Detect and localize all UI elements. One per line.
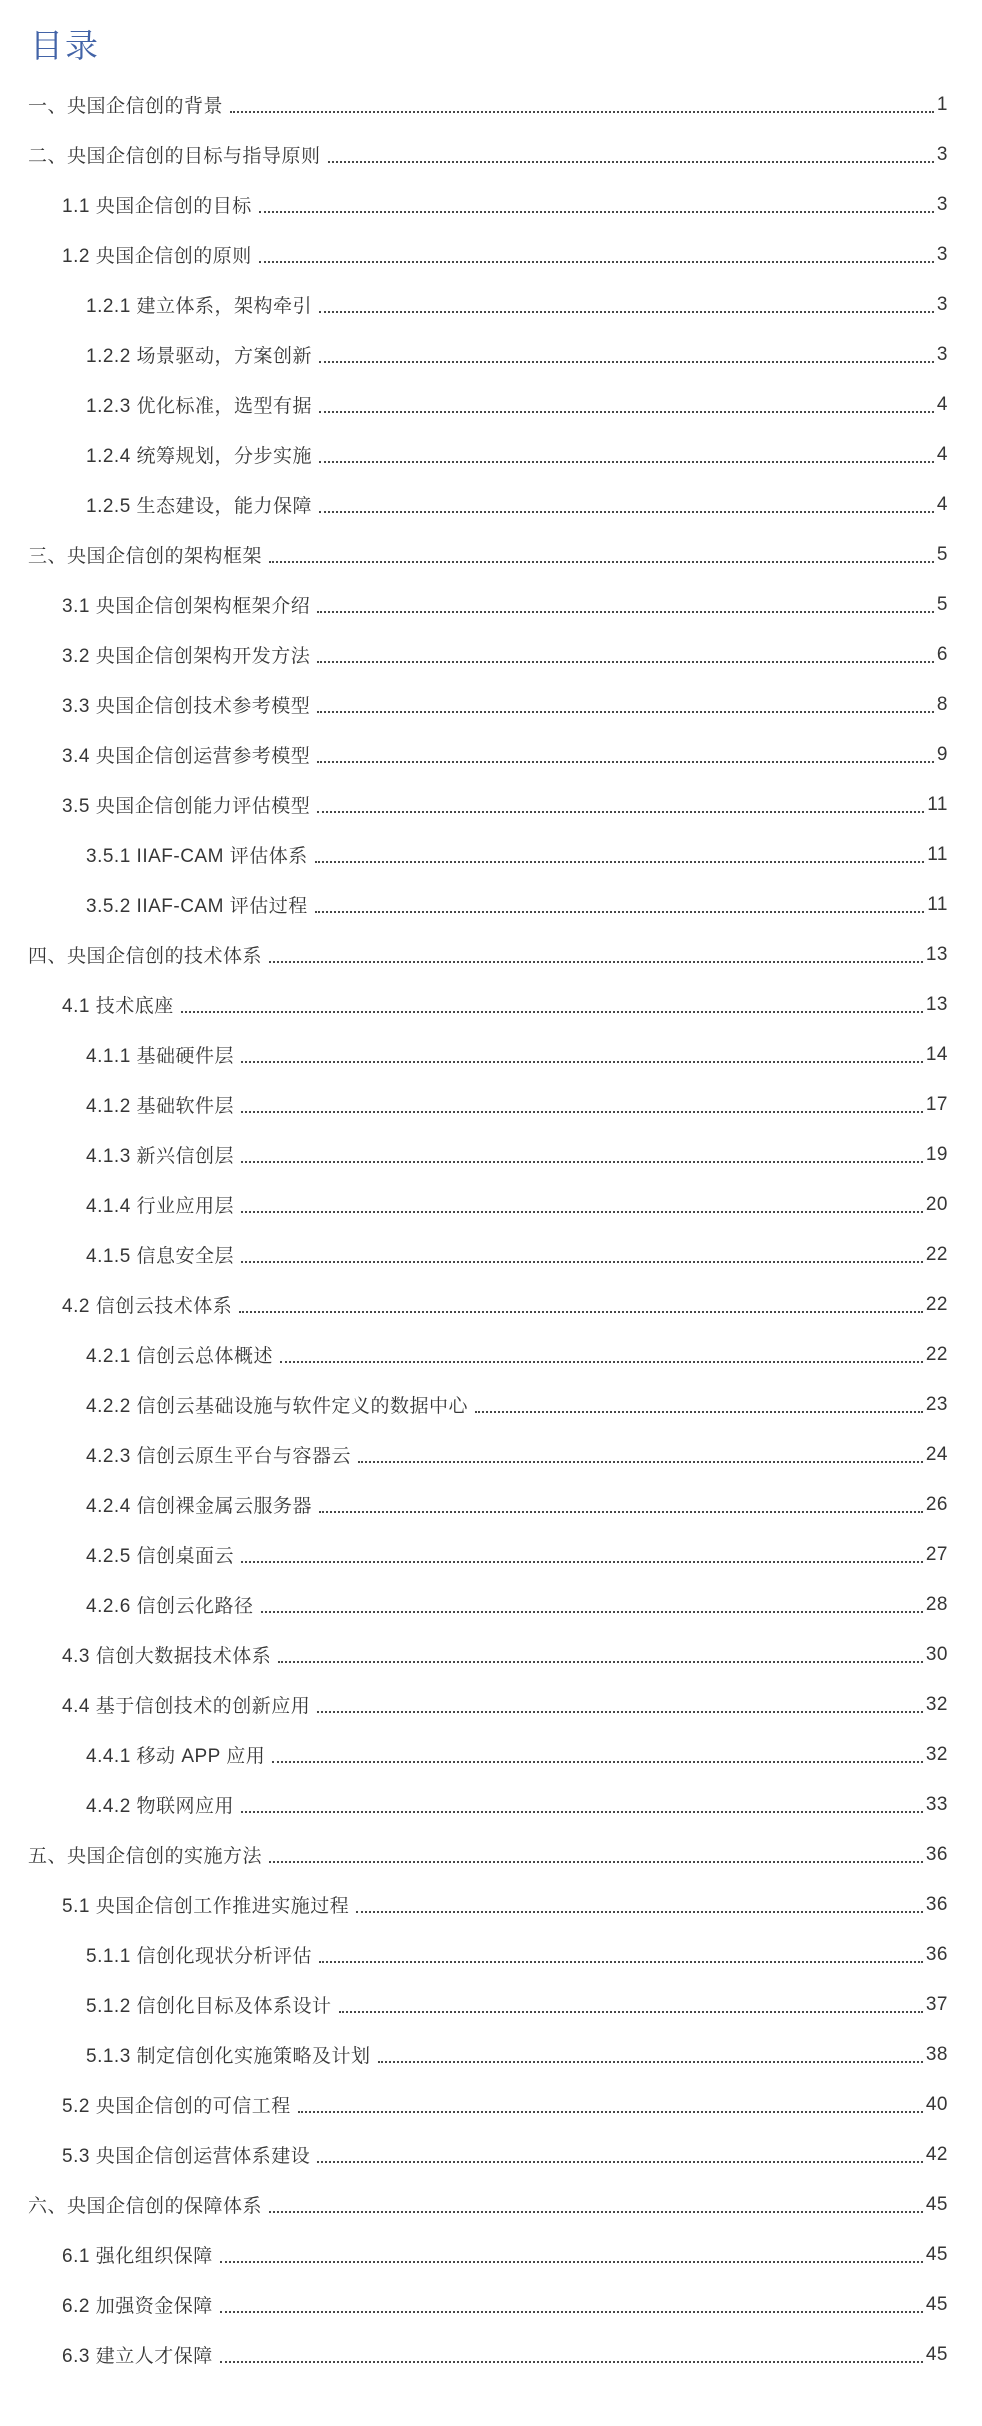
dot-leader	[317, 661, 934, 663]
toc-entry[interactable]	[0, 1580, 948, 1630]
toc-entry[interactable]	[0, 1030, 948, 1080]
toc-entry-label: 3.3 央国企信创技术参考模型	[62, 696, 311, 718]
toc-entry-page: 32	[925, 1743, 948, 1765]
toc-entry-label: 5.1.1 信创化现状分析评估	[86, 1946, 313, 1968]
toc-entry-label: 1.1 央国企信创的目标	[62, 196, 252, 218]
toc-entry[interactable]	[0, 1630, 948, 1680]
toc-entry-page: 11	[927, 843, 948, 865]
toc-entry-page: 17	[925, 1093, 948, 1115]
toc-entry-label: 1.2.5 生态建设，能力保障	[86, 496, 313, 518]
toc-entry[interactable]	[0, 1430, 948, 1480]
toc-entry[interactable]	[0, 2330, 948, 2380]
toc-entry[interactable]	[0, 1130, 948, 1180]
toc-entry[interactable]	[0, 730, 948, 780]
toc-entry[interactable]	[0, 1880, 948, 1930]
toc-entry[interactable]	[0, 180, 948, 230]
toc-entry-page: 22	[925, 1293, 948, 1315]
toc-entry-page: 45	[925, 2243, 948, 2265]
toc-entry[interactable]	[0, 1480, 948, 1530]
toc-entry-label: 6.3 建立人才保障	[62, 2346, 213, 2368]
toc-entry-label: 4.1.4 行业应用层	[86, 1196, 235, 1218]
dot-leader	[220, 2311, 923, 2313]
dot-leader	[181, 1011, 923, 1013]
toc-entry-label: 4.2.1 信创云总体概述	[86, 1346, 274, 1368]
toc-entry-label: 4.2 信创云技术体系	[62, 1296, 233, 1318]
toc-entry[interactable]	[0, 1780, 948, 1830]
toc-entry-label: 3.4 央国企信创运营参考模型	[62, 746, 311, 768]
toc-entry-label: 4.3 信创大数据技术体系	[62, 1646, 272, 1668]
toc-entry[interactable]	[0, 930, 948, 980]
dot-leader	[259, 211, 934, 213]
toc-entry-label: 4.2.3 信创云原生平台与容器云	[86, 1446, 352, 1468]
dot-leader	[319, 361, 934, 363]
toc-entry-label: 1.2.1 建立体系，架构牵引	[86, 296, 313, 318]
toc-entry-label: 5.1.3 制定信创化实施策略及计划	[86, 2046, 371, 2068]
toc-entry[interactable]	[0, 1330, 948, 1380]
dot-leader	[269, 2211, 923, 2213]
dot-leader	[319, 461, 934, 463]
dot-leader	[241, 1261, 923, 1263]
toc-entry[interactable]	[0, 530, 948, 580]
toc-entry-label: 1.2.4 统筹规划，分步实施	[86, 446, 313, 468]
toc-entry[interactable]	[0, 1730, 948, 1780]
toc-entry-label: 4.1.2 基础软件层	[86, 1096, 235, 1118]
toc-entry[interactable]	[0, 830, 948, 880]
toc-entry[interactable]	[0, 880, 948, 930]
toc-entry-page: 45	[925, 2343, 948, 2365]
dot-leader	[319, 1961, 923, 1963]
toc-entry-label: 5.3 央国企信创运营体系建设	[62, 2146, 311, 2168]
toc-entry-page: 37	[925, 1993, 948, 2015]
toc-entry[interactable]	[0, 130, 948, 180]
toc-entry-label: 5.2 央国企信创的可信工程	[62, 2096, 291, 2118]
dot-leader	[378, 2061, 923, 2063]
toc-entry-page: 11	[927, 793, 948, 815]
toc-entry-page: 36	[925, 1843, 948, 1865]
toc-entry[interactable]	[0, 580, 948, 630]
toc-entry-label: 4.2.4 信创裸金属云服务器	[86, 1496, 313, 1518]
dot-leader	[315, 861, 925, 863]
toc-entry[interactable]	[0, 2230, 948, 2280]
dot-leader	[319, 1511, 923, 1513]
dot-leader	[241, 1161, 923, 1163]
dot-leader	[230, 111, 934, 113]
toc-entry-page: 45	[925, 2193, 948, 2215]
toc-entry[interactable]	[0, 430, 948, 480]
dot-leader	[298, 2111, 923, 2113]
toc-entry[interactable]	[0, 1280, 948, 1330]
toc-entry-page: 28	[925, 1593, 948, 1615]
toc-entry-page: 36	[925, 1943, 948, 1965]
toc-entry[interactable]	[0, 1530, 948, 1580]
toc-entry-page: 22	[925, 1343, 948, 1365]
toc-entry[interactable]	[0, 1930, 948, 1980]
dot-leader	[241, 1811, 923, 1813]
dot-leader	[317, 711, 934, 713]
dot-leader	[317, 2161, 923, 2163]
toc-entry-page: 27	[925, 1543, 948, 1565]
toc-entry-page: 45	[925, 2293, 948, 2315]
toc-entry-page: 42	[925, 2143, 948, 2165]
toc-entry-page: 6	[936, 643, 948, 665]
dot-leader	[278, 1661, 923, 1663]
toc-entry[interactable]	[0, 630, 948, 680]
dot-leader	[317, 761, 934, 763]
toc-entry-page: 1	[936, 93, 948, 115]
dot-leader	[272, 1761, 923, 1763]
toc-entry-page: 3	[936, 343, 948, 365]
toc-entry-label: 5.1 央国企信创工作推进实施过程	[62, 1896, 350, 1918]
toc-entry[interactable]	[0, 1380, 948, 1430]
toc-entry-label: 4.1.1 基础硬件层	[86, 1046, 235, 1068]
toc-entry-page: 8	[936, 693, 948, 715]
toc-entry-label: 4.2.6 信创云化路径	[86, 1596, 254, 1618]
toc-entry-page: 4	[936, 393, 948, 415]
dot-leader	[319, 511, 934, 513]
dot-leader	[319, 411, 934, 413]
dot-leader	[220, 2261, 923, 2263]
dot-leader	[475, 1411, 923, 1413]
toc-entry-label: 4.2.2 信创云基础设施与软件定义的数据中心	[86, 1396, 469, 1418]
toc-entry[interactable]	[0, 1080, 948, 1130]
toc-entry-label: 一、央国企信创的背景	[28, 96, 224, 118]
toc-entry-page: 5	[936, 543, 948, 565]
toc-entry-label: 6.1 强化组织保障	[62, 2246, 213, 2268]
toc-entry[interactable]	[0, 1830, 948, 1880]
toc-entry[interactable]	[0, 2180, 948, 2230]
toc-entry-label: 3.5.2 IIAF-CAM 评估过程	[86, 896, 308, 918]
toc-entry[interactable]	[0, 680, 948, 730]
dot-leader	[239, 1311, 923, 1313]
toc-entry-label: 4.1.5 信息安全层	[86, 1246, 235, 1268]
dot-leader	[269, 561, 934, 563]
toc-entry-page: 30	[925, 1643, 948, 1665]
toc-entry-page: 4	[936, 443, 948, 465]
dot-leader	[220, 2361, 923, 2363]
toc-entry[interactable]	[0, 2130, 948, 2180]
toc-entry[interactable]	[0, 330, 948, 380]
toc-entry[interactable]	[0, 1980, 948, 2030]
toc-entry[interactable]	[0, 2030, 948, 2080]
toc-entry[interactable]	[0, 2280, 948, 2330]
dot-leader	[339, 2011, 923, 2013]
toc-entry-page: 38	[925, 2043, 948, 2065]
toc-entry[interactable]	[0, 1180, 948, 1230]
dot-leader	[269, 961, 923, 963]
dot-leader	[280, 1361, 923, 1363]
dot-leader	[317, 811, 924, 813]
dot-leader	[315, 911, 925, 913]
toc-entry-page: 40	[925, 2093, 948, 2115]
toc-entry[interactable]	[0, 2080, 948, 2130]
toc-entry-page: 5	[936, 593, 948, 615]
toc-entry[interactable]	[0, 80, 948, 130]
dot-leader	[241, 1561, 923, 1563]
toc-entry-page: 23	[925, 1393, 948, 1415]
toc-entry-label: 1.2.2 场景驱动，方案创新	[86, 346, 313, 368]
toc-entry-page: 19	[925, 1143, 948, 1165]
page-title: 目录	[30, 27, 100, 64]
toc-entry-label: 4.4.2 物联网应用	[86, 1796, 235, 1818]
toc-entry-label: 4.1 技术底座	[62, 996, 174, 1018]
toc-entry-label: 1.2 央国企信创的原则	[62, 246, 252, 268]
toc-entry[interactable]	[0, 980, 948, 1030]
dot-leader	[259, 261, 934, 263]
toc-entry-page: 3	[936, 193, 948, 215]
toc-entry-label: 6.2 加强资金保障	[62, 2296, 213, 2318]
toc-entry-page: 32	[925, 1693, 948, 1715]
toc-entry-label: 3.5.1 IIAF-CAM 评估体系	[86, 846, 308, 868]
toc-entry-label: 4.4 基于信创技术的创新应用	[62, 1696, 311, 1718]
toc-entry-label: 3.1 央国企信创架构框架介绍	[62, 596, 311, 618]
toc-entry-page: 24	[925, 1443, 948, 1465]
toc-entry-label: 4.4.1 移动 APP 应用	[86, 1746, 266, 1768]
toc-entry-page: 33	[925, 1793, 948, 1815]
toc-entry-label: 3.5 央国企信创能力评估模型	[62, 796, 311, 818]
toc-entry-page: 9	[936, 743, 948, 765]
dot-leader	[328, 161, 934, 163]
toc-entry-page: 13	[925, 993, 948, 1015]
dot-leader	[269, 1861, 923, 1863]
toc-entry-label: 三、央国企信创的架构框架	[28, 546, 263, 568]
dot-leader	[261, 1611, 923, 1613]
toc-entry-page: 3	[936, 293, 948, 315]
toc-entry-label: 四、央国企信创的技术体系	[28, 946, 263, 968]
toc-entry-label: 5.1.2 信创化目标及体系设计	[86, 1996, 332, 2018]
toc-entry-label: 4.2.5 信创桌面云	[86, 1546, 235, 1568]
toc-entry-page: 3	[936, 143, 948, 165]
toc-entry[interactable]	[0, 1680, 948, 1730]
toc-entry-label: 六、央国企信创的保障体系	[28, 2196, 263, 2218]
toc-entry[interactable]	[0, 230, 948, 280]
toc-entry[interactable]	[0, 1230, 948, 1280]
dot-leader	[319, 311, 934, 313]
toc-entry-label: 4.1.3 新兴信创层	[86, 1146, 235, 1168]
dot-leader	[356, 1911, 923, 1913]
toc-entry-page: 26	[925, 1493, 948, 1515]
toc-entry-page: 22	[925, 1243, 948, 1265]
toc-entry-page: 3	[936, 243, 948, 265]
dot-leader	[241, 1111, 923, 1113]
toc-entry-label: 1.2.3 优化标准，选型有据	[86, 396, 313, 418]
toc-entry-label: 3.2 央国企信创架构开发方法	[62, 646, 311, 668]
dot-leader	[317, 611, 934, 613]
dot-leader	[241, 1211, 923, 1213]
toc-entry[interactable]	[0, 280, 948, 330]
dot-leader	[241, 1061, 923, 1063]
dot-leader	[317, 1711, 923, 1713]
table-of-contents	[0, 80, 982, 2380]
toc-entry-page: 4	[936, 493, 948, 515]
toc-entry-label: 二、央国企信创的目标与指导原则	[28, 146, 321, 168]
toc-entry-page: 13	[925, 943, 948, 965]
toc-entry-page: 20	[925, 1193, 948, 1215]
toc-entry-label: 五、央国企信创的实施方法	[28, 1846, 263, 1868]
dot-leader	[358, 1461, 923, 1463]
toc-entry[interactable]	[0, 380, 948, 430]
toc-entry[interactable]	[0, 780, 948, 830]
toc-entry-page: 11	[927, 893, 948, 915]
toc-entry-page: 14	[925, 1043, 948, 1065]
toc-entry[interactable]	[0, 480, 948, 530]
toc-entry-page: 36	[925, 1893, 948, 1915]
